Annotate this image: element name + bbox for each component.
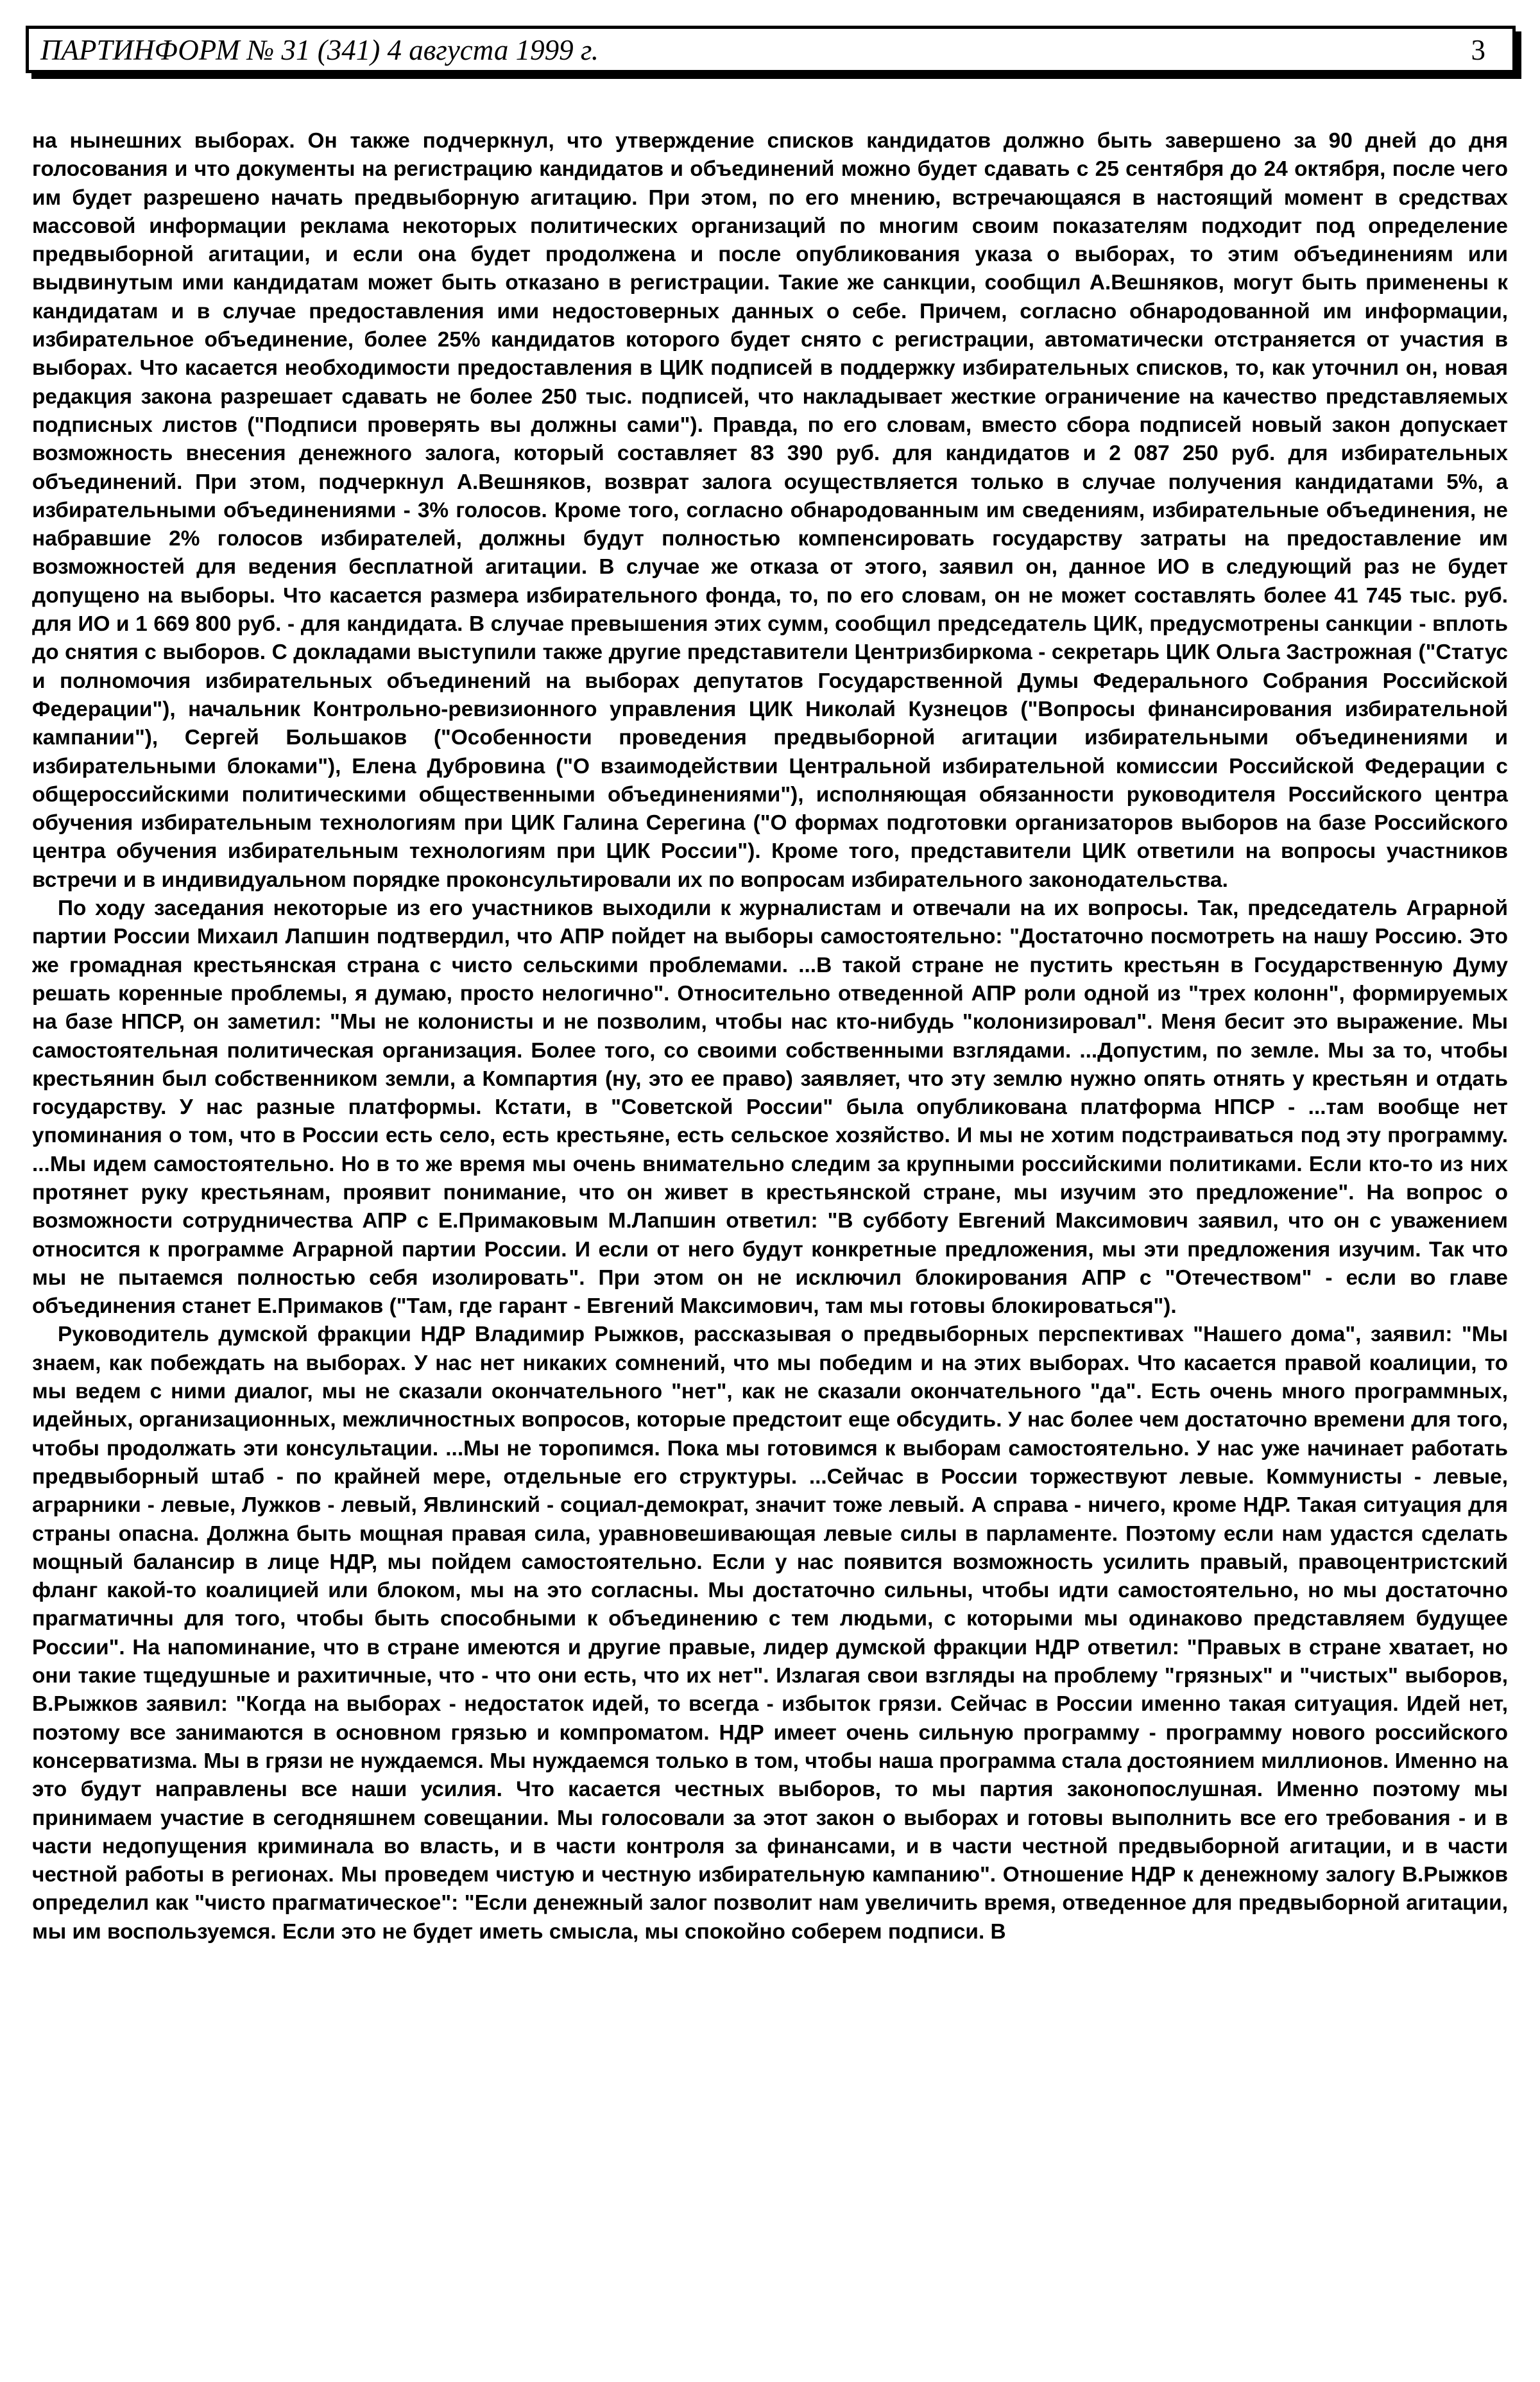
article-paragraph: на нынешних выборах. Он также подчеркнул, что утверждение списков кандидатов должно быть завершено за 90 дней до дня голосования и что документы на регистрацию кандидатов и объединений можно будет сдавать с 25 сентября до 24 октября, после чего им будет разрешено начать предвыборную агитацию. При этом, по его мнению, встречающаяся в настоящий момент в средствах массовой информации реклама некоторых политических организаций по многим своим показателям подходит под определение предвыборной агитации, и если она будет продолжена и после опубликования указа о выборах, то этим объединениям или выдвинутым ими кандидатам может быть отказано в регистрации. Такие же санкции, сообщил А.Вешняков, могут быть применены к кандидатам и в случае предоставления ими недостоверных данных о себе. Причем, согласно обнародованной им информации, избирательное объединение, более 25% кандидатов которого будет снято с регистрации, автоматически отстраняется от участия в выборах. Что касается необходимости предоставления в ЦИК подписей в поддержку избирательных списков, то, как уточнил он, новая редакция закона разрешает сдавать не более 250 тыс. подписей, что накладывает жесткие ограничение на качество представляемых подписных листов ("Подписи проверять вы должны сами"). Правда, по его словам, вместо сбора подписей новый закон допускает возможность внесения денежного залога, который составляет 83 390 руб. для кандидатов и 2 087 250 руб. для избирательных объединений. При этом, подчеркнул А.Вешняков, возврат залога осуществляется только в случае получения кандидатами 5%, а избирательными объединениями - 3% голосов. Кроме того, согласно обнародованным им сведениям, избирательные объединения, не набравшие 2% голосов избирателей, должны будут полностью компенсировать государству затраты на предоставление им возможностей для ведения бесплатной агитации. В случае же отказа от этого, заявил он, данное ИО в следующий раз не будет допущено на выборы. Что касается размера избирательного фонда, то, по его словам, он не может составлять более 41 745 тыс. руб. для ИО и 1 669 800 руб. - для кандидата. В случае превышения этих сумм, сообщил председатель ЦИК, предусмотрены санкции - вплоть до снятия с выборов. С докладами выступили также другие представители Центризбиркома - секретарь ЦИК Ольга Застрожная ("Статус и полномочия избирательных объединений на выборах депутатов Государственной Думы Федерального Собрания Российской Федерации"), начальник Контрольно-ревизионного управления ЦИК Николай Кузнецов ("Вопросы финансирования избирательной кампании"), Сергей Большаков ("Особенности проведения предвыборной агитации избирательными объединениями и избирательными блоками"), Елена Дубровина ("О взаимодействии Центральной избирательной комиссии Российской Федерации с общероссийскими политическими общественными объединениями"), исполняющая обязанности руководителя Российского центра обучения избирательным технологиям при ЦИК Галина Серегина ("О формах подготовки организаторов выборов на базе Российского центра обучения избирательным технологиям при ЦИК России"). Кроме того, представители ЦИК ответили на вопросы участников встречи и в индивидуальном порядке проконсультировали их по вопросам избирательного законодательства. xyxy=(32,129,1508,892)
article-paragraph: По ходу заседания некоторые из его участников выходили к журналистам и отвечали на их вопросы. Так, председатель Аграрной партии России Михаил Лапшин подтвердил, что АПР пойдет на выборы самостоятельно: "Достаточно посмотреть на нашу Россию. Это же громадная крестьянская страна с чисто сельскими проблемами. ...В такой стране не пустить крестьян в Государственную Думу решать коренные проблемы, я думаю, просто нелогично". Относительно отведенной АПР роли одной из "трех колонн", формируемых на базе НПСР, он заметил: "Мы не колонисты и не позволим, чтобы нас кто-нибудь "колонизировал". Меня бесит это выражение. Мы самостоятельная политическая организация. Более того, со своими собственными взглядами. ...Допустим, по земле. Мы за то, чтобы крестьянин был собственником земли, а Компартия (ну, это ее право) заявляет, что эту землю нужно опять отнять у крестьян и отдать государству. У нас разные платформы. Кстати, в "Советской России" была опубликована платформа НПСР - ...там вообще нет упоминания о том, что в России есть село, есть крестьяне, есть сельское хозяйство. И мы не хотим подстраиваться под эту программу. ...Мы идем самостоятельно. Но в то же время мы очень внимательно следим за крупными российскими политиками. Если кто-то из них протянет руку крестьянам, проявит понимание, что он живет в крестьянской стране, мы изучим это предложение". На вопрос о возможности сотрудничества АПР с Е.Примаковым М.Лапшин ответил: "В субботу Евгений Максимович заявил, что он с уважением относится к программе Аграрной партии России. И если от него будут конкретные предложения, мы эти предложения изучим. Так что мы не пытаемся полностью себя изолировать". При этом он не исключил блокирования АПР с "Отечеством" - если во главе объединения станет Е.Примаков ("Там, где гарант - Евгений Максимович, там мы готовы блокироваться"). xyxy=(32,896,1508,1319)
newspaper-title: ПАРТИНФОРМ № 31 (341) 4 августа 1999 г. xyxy=(40,34,599,66)
page-header xyxy=(26,26,1516,73)
article-body xyxy=(32,127,1508,1946)
page-number: 3 xyxy=(1471,34,1485,66)
article-paragraph: Руководитель думской фракции НДР Владимир Рыжков, рассказывая о предвыборных перспективах "Нашего дома", заявил: "Мы знаем, как побеждать на выборах. У нас нет никаких сомнений, что мы победим и на этих выборах. Что касается правой коалиции, то мы ведем с ними диалог, мы не сказали окончательного "нет", как не сказали окончательного "да". Есть очень много программных, идейных, организационных, межличностных вопросов, которые предстоит еще обсудить. У нас более чем достаточно времени для того, чтобы продолжать эти консультации. ...Мы не торопимся. Пока мы готовимся к выборам самостоятельно. У нас уже начинает работать предвыборный штаб - по крайней мере, отдельные его структуры. ...Сейчас в России торжествуют левые. Коммунисты - левые, аграрники - левые, Лужков - левый, Явлинский - социал-демократ, значит тоже левый. А справа - ничего, кроме НДР. Такая ситуация для страны опасна. Должна быть мощная правая сила, уравновешивающая левые силы в парламенте. Поэтому если нам удастся сделать мощный балансир в лице НДР, мы пойдем самостоятельно. Если у нас появится возможность усилить правый, правоцентристский фланг какой-то коалицией или блоком, мы на это согласны. Мы достаточно сильны, чтобы идти самостоятельно, но мы достаточно прагматичны для того, чтобы быть способными к объединению с тем людьми, с которыми мы одинаково представляем будущее России". На напоминание, что в стране имеются и другие правые, лидер думской фракции НДР ответил: "Правых в стране хватает, но они такие тщедушные и рахитичные, что - что они есть, что их нет". Излагая свои взгляды на проблему "грязных" и "чистых" выборов, В.Рыжков заявил: "Когда на выборах - недостаток идей, то всегда - избыток грязи. Сейчас в России именно такая ситуация. Идей нет, поэтому все занимаются в основном грязью и компроматом. НДР имеет очень сильную программу - программу нового российского консерватизма. Мы в грязи не нуждаемся. Мы нуждаемся только в том, чтобы наша программа стала достоянием миллионов. Именно на это будут направлены все наши усилия. Что касается честных выборов, то мы партия законопослушная. Именно поэтому мы принимаем участие в сегодняшнем совещании. Мы голосовали за этот закон о выборах и готовы выполнить все его требования - и в части недопущения криминала во власть, и в части контроля за финансами, и в части честной предвыборной агитации, и в части честной работы в регионах. Мы проведем чистую и честную избирательную кампанию". Отношение НДР к денежному залогу В.Рыжков определил как "чисто прагматическое": "Если денежный залог позволит нам увеличить время, отведенное для предвыборной агитации, мы им воспользуемся. Если это не будет иметь смысла, мы спокойно соберем подписи. В xyxy=(32,1323,1508,1944)
